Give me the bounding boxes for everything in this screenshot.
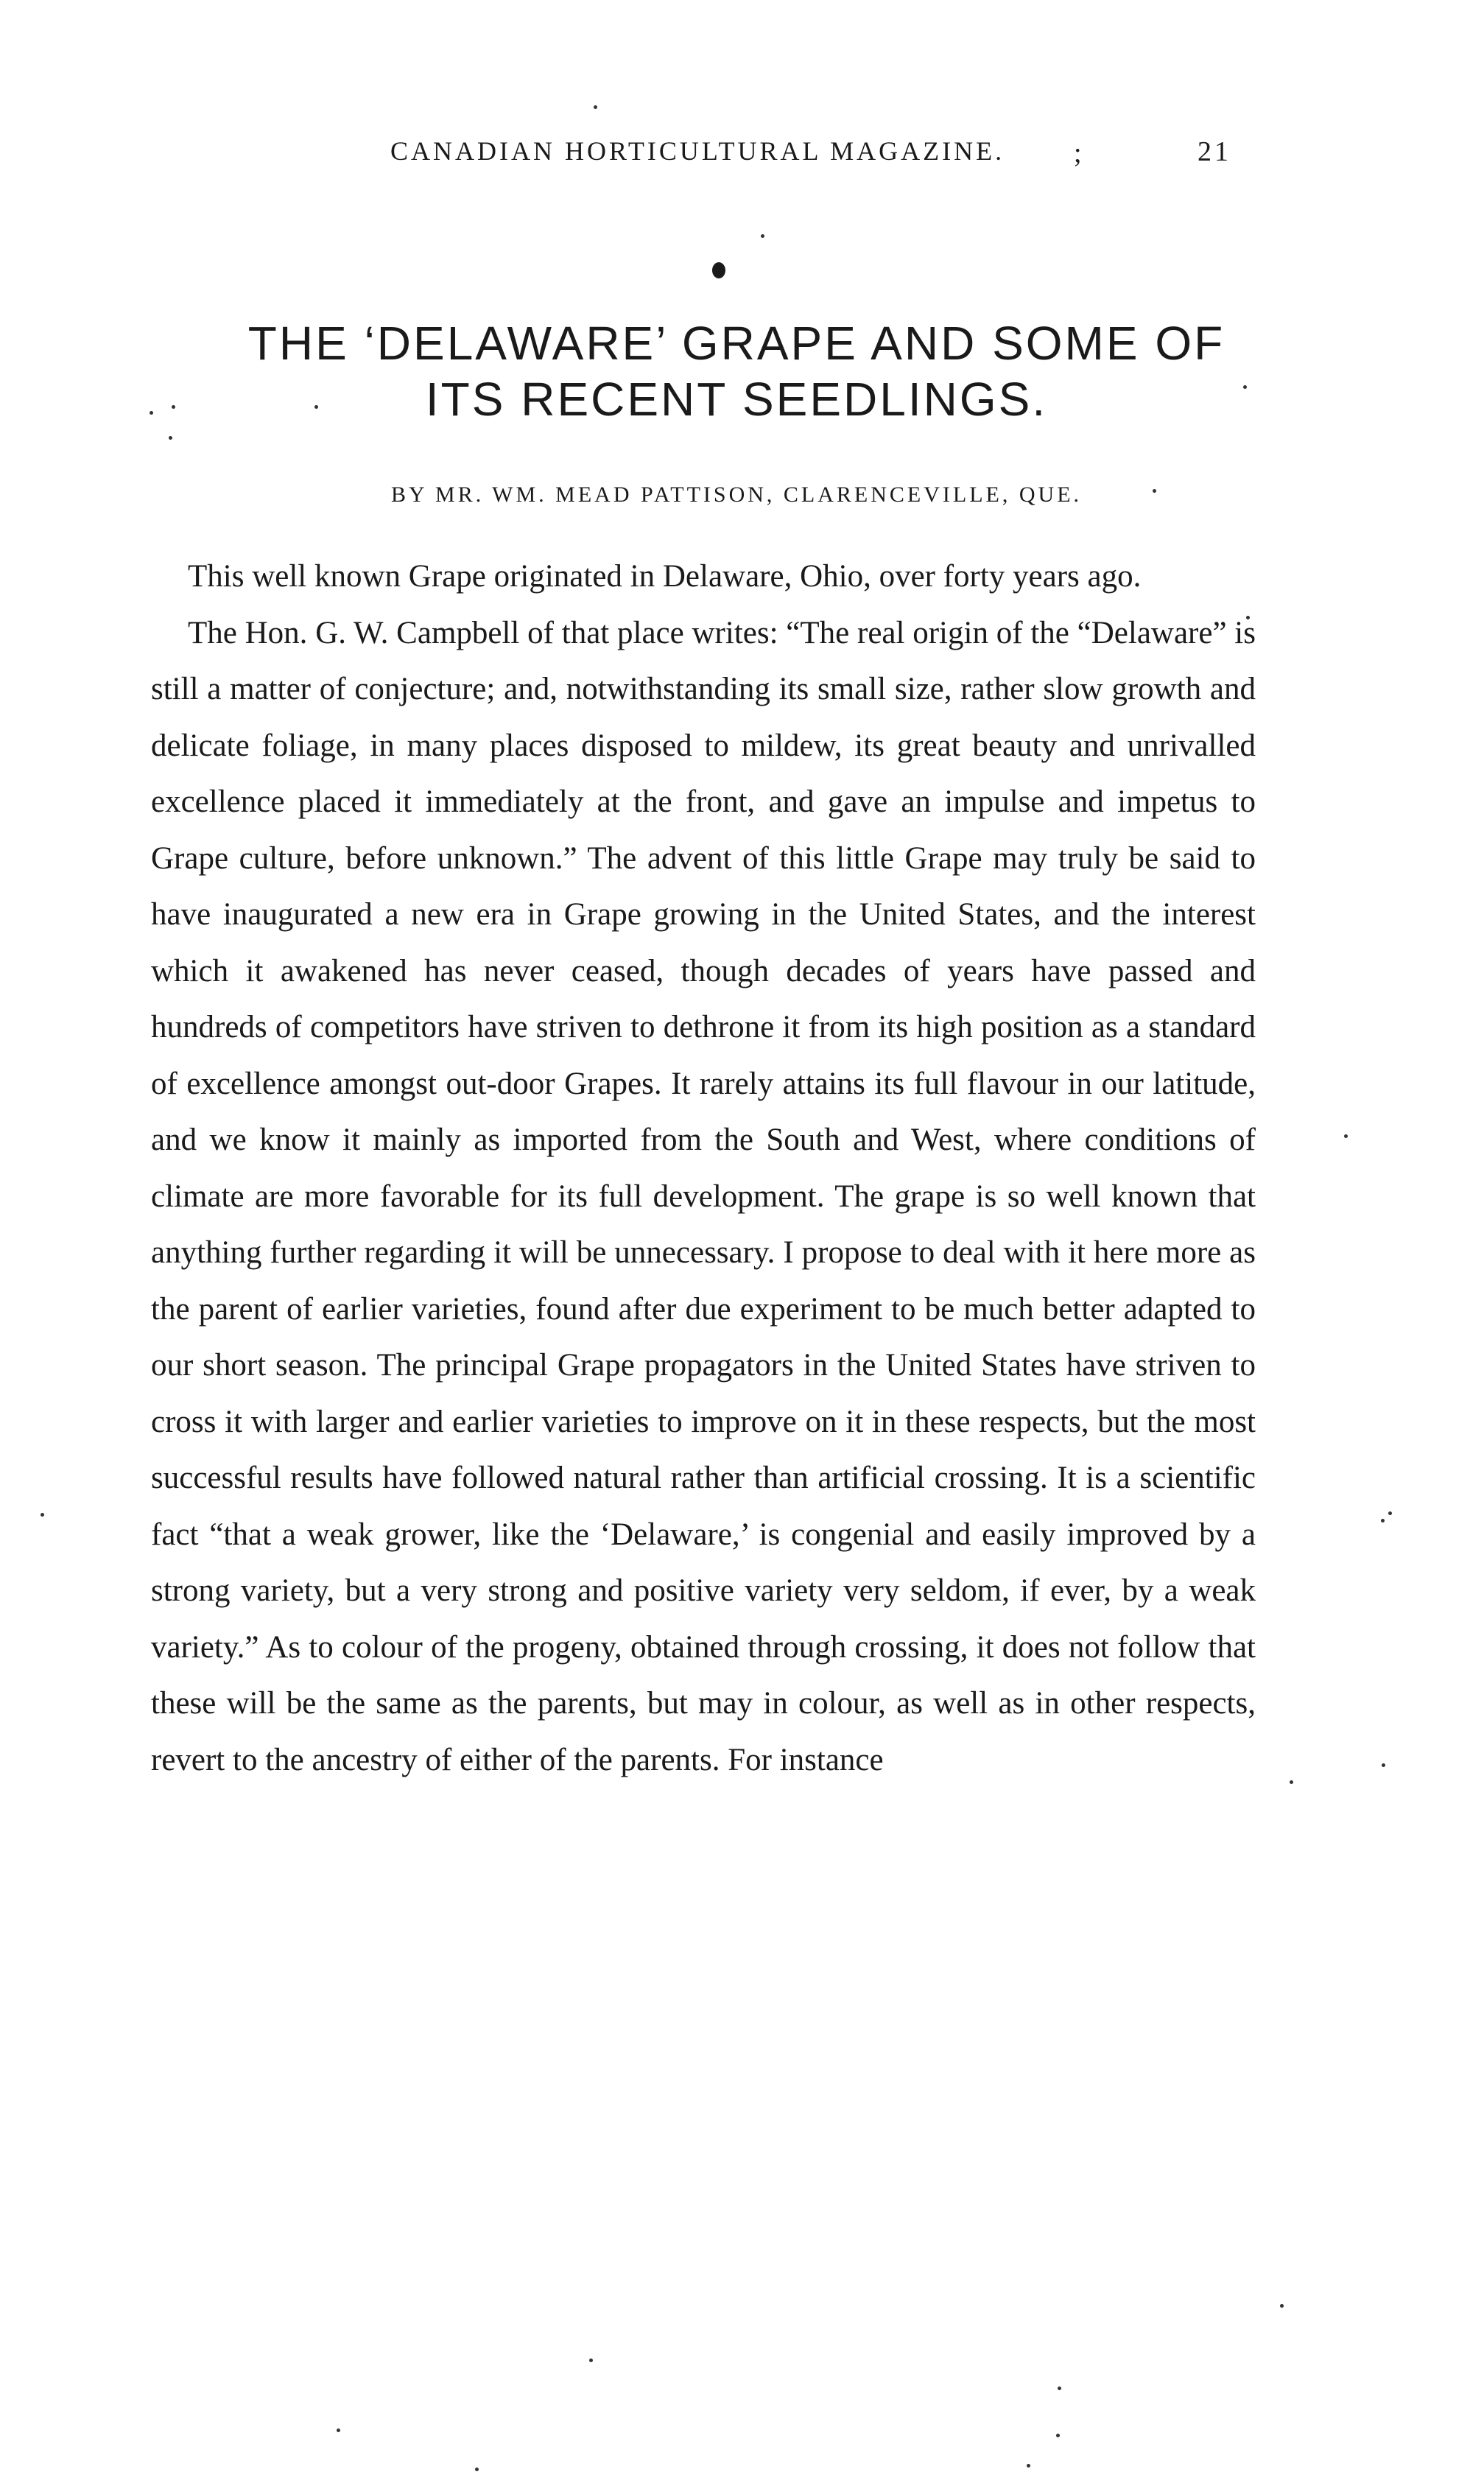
scan-speck [1381, 1519, 1385, 1523]
article-title-line-2: ITS RECENT SEEDLINGS. [425, 373, 1048, 426]
magazine-title: CANADIAN HORTICULTURAL MAGAZINE. [390, 136, 1005, 166]
scan-speck [1290, 1780, 1293, 1784]
scan-speck [589, 2359, 593, 2362]
scan-speck [169, 436, 172, 440]
header-mark: ; [1074, 138, 1082, 169]
paragraph: This well known Grape originated in Delaware, Ohio, over forty years ago. [188, 559, 1142, 594]
article-title [103, 315, 1370, 427]
paragraph: The Hon. G. W. Campbell of that place writes: “The real origin of the “Delaware” is still a matter of conjecture; and, notwithstanding its small size, rather slow growth and delicate foliage, in many places disposed to mildew, its great beauty and unrivalled excellence placed it immediately at the front, and gave an impulse and impetus to Grape culture, before unknown.” The advent of this little Grape may truly be said to have inaugurated a new era in Grape growing in the United States, and the interest which it awakened has never ceased, though decades of years have passed and hundreds of competitors have striven to dethrone it from its high position as a standard of excellence amongst out-door Grapes. It rarely attains its full flavour in our latitude, and we know it mainly as imported from the South and West, where conditions of climate are more favorable for its full development. The grape is so well known that anything further regarding it will be unnecessary. I propose to deal with it here more as the parent of earlier varieties, found after due experiment to be much better adapted to our short season. The principal Grape propagators in the United States have striven to cross it with larger and earlier varieties to improve on it in these respects, but the most successful results have followed natural rather than artificial crossing. It is a scientific fact “that a weak grower, like the ‘Delaware,’ is congenial and easily improved by a strong variety, but a very strong and positive variety very seldom, if ever, by a weak variety.” As to colour of the progeny, obtained through crossing, it does not follow that these will be the same as the parents, but may in colour, as well as in other respects, revert to the ancestry of either of the parents. For instance [151, 615, 1256, 1777]
scan-speck [475, 2468, 479, 2471]
scan-speck [761, 234, 764, 238]
title-ornament [712, 262, 725, 278]
scan-speck [1344, 1134, 1348, 1138]
scan-speck [594, 105, 597, 109]
scan-speck [1027, 2464, 1030, 2468]
scan-speck [41, 1513, 44, 1517]
running-header [147, 136, 1252, 180]
scan-speck [1058, 2387, 1061, 2390]
page-number: 21 [1198, 136, 1231, 167]
scan-speck [1382, 1763, 1385, 1767]
byline: BY MR. WM. MEAD PATTISON, CLARENCEVILLE, QUE. [390, 482, 1083, 507]
scan-speck [1388, 1511, 1392, 1515]
scan-speck [1056, 2434, 1060, 2437]
scan-speck [337, 2428, 340, 2432]
scan-speck [1280, 2304, 1284, 2308]
article-body [151, 549, 1256, 1788]
article-title-line-1: THE ‘DELAWARE’ GRAPE AND SOME OF [247, 317, 1225, 370]
